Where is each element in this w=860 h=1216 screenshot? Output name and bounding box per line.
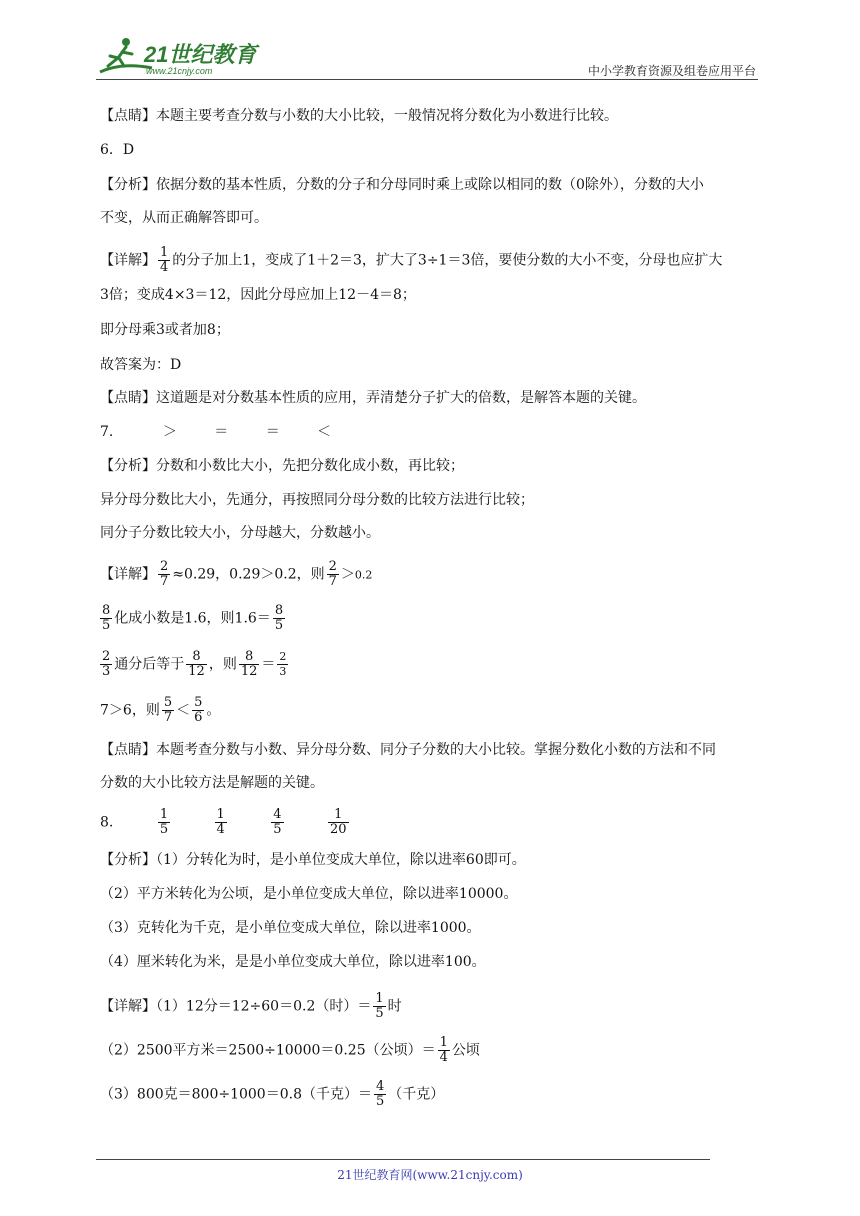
fraction: $\frac{8}{5}$ [274, 603, 284, 633]
fraction: $\frac{5}{6}$ [194, 695, 203, 725]
answer-fraction: $\frac{1}{4}$ [216, 807, 225, 837]
fraction: $\frac{8}{12}$ [188, 649, 205, 679]
text-line: 【点睛】本题考查分数与小数、异分母分数、同分子分数的大小比较。掌握分数化小数的方法和不同 [100, 742, 716, 758]
text-line: 7＞6，则 $\frac{5}{7}$ ＜ $\frac{5}{6}$ 。 [100, 695, 221, 725]
text-line: 即分母乘3或者加8； [100, 322, 230, 338]
text-line: 【点睛】这道题是对分数基本性质的应用，弄清楚分子扩大的倍数，是解答本题的关键。 [100, 390, 646, 406]
header-divider [96, 79, 758, 80]
text-line: （2）2500平方米＝2500÷10000＝0.25（公顷）＝ $\frac{1}{4}$ 公顷 [100, 1035, 480, 1065]
header-platform-name: 中小学教育资源及组卷应用平台 [587, 64, 756, 78]
text-line: 3倍；变成4×3＝12，因此分母应加上12－4＝8； [100, 287, 416, 303]
fraction: $\frac{8}{12}$ [240, 649, 258, 679]
question-number-7: 7. ＞ ＝ ＝ ＜ [100, 424, 332, 440]
text-line: （2）平方米转化为公顷，是小单位变成大单位，除以进率10000。 [100, 886, 518, 902]
text-line [100, 246, 722, 275]
text-line: 【分析】（1）分转化为时，是小单位变成大单位，除以进率60即可。 [100, 852, 526, 868]
fraction: $\frac{1}{4}$ [160, 245, 169, 275]
fraction: $\frac{2}{3}$ [102, 649, 111, 679]
question-number: 6．D [100, 142, 135, 158]
text-line: （3）800克＝800÷1000＝0.8（千克）＝ $\frac{4}{5}$ （千克） [100, 1079, 445, 1109]
text-line: 同分子分数比较大小，分母越大，分数越小。 [100, 525, 380, 541]
answer-symbol: ＝ [214, 424, 229, 440]
text-line: 【详解】 $\frac{2}{7}$ ≈0.29，0.29＞0.2，则 $\frac{2}{7}$ ＞0.2 [100, 559, 373, 589]
site-logo [92, 34, 262, 80]
logo-runner-icon [92, 34, 262, 80]
fraction: $\frac{2}{7}$ [160, 559, 169, 589]
text-line: 故答案为：D [100, 357, 182, 373]
text-line: （4）厘米转化为米，是是小单位变成大单位，除以进率100。 [100, 954, 486, 970]
fraction: $\frac{4}{5}$ [375, 1079, 385, 1109]
text-line: 【详解】（1）12分＝12÷60＝0.2（时）＝ $\frac{1}{5}$ 时 [100, 991, 402, 1021]
text-line: 分数的大小比较方法是解题的关键。 [100, 775, 324, 791]
footer-link[interactable]: 21世纪教育网(www.21cnjy.com) [337, 1168, 523, 1182]
text-line: 【分析】依据分数的基本性质，分数的分子和分母同时乘上或除以相同的数（0除外），分数的大小 [100, 177, 704, 193]
answer-symbol: ＜ [317, 424, 332, 440]
question-number-8: 8. $\frac{1}{5}$ $\frac{1}{4}$ $\frac{4}{5}$ $\frac{1}{20}$ [100, 807, 347, 837]
fraction: $\frac{1}{4}$ [439, 1035, 448, 1065]
text-line: 异分母分数比大小，先通分，再按照同分母分数的比较方法进行比较； [100, 492, 534, 508]
fraction: $\frac{2}{7}$ [328, 559, 337, 589]
svg-text:www.21cnjy.com: www.21cnjy.com [146, 66, 213, 76]
footer-divider [96, 1159, 710, 1160]
svg-text:21世纪教育: 21世纪教育 [144, 42, 257, 67]
answer-symbol: ＞ [162, 424, 177, 440]
answer-fraction: $\frac{1}{5}$ [159, 807, 169, 837]
text-line: 【点睛】本题主要考查分数与小数的大小比较，一般情况将分数化为小数进行比较。 [100, 108, 618, 124]
text-line: （3）克转化为千克，是小单位变成大单位，除以进率1000。 [100, 920, 481, 936]
fraction: $\frac{5}{7}$ [163, 695, 173, 725]
text-line: 【分析】分数和小数比大小，先把分数化成小数，再比较； [100, 458, 464, 474]
fraction: $\frac{2}{3}$ [279, 650, 287, 678]
answer-fraction: $\frac{1}{20}$ [330, 807, 347, 837]
text: 的分子加上1，变成了1＋2＝3，扩大了3÷1＝3倍，要使分数的大小不变，分母也应扩大 [172, 252, 723, 269]
answer-fraction: $\frac{4}{5}$ [273, 807, 282, 837]
text-line: 不变，从而正确解答即可。 [100, 210, 268, 226]
fraction: $\frac{1}{5}$ [375, 991, 384, 1021]
text-line: $\frac{8}{5}$ 化成小数是1.6，则1.6＝ $\frac{8}{5}$ [102, 603, 284, 633]
fraction: $\frac{8}{5}$ [102, 603, 111, 633]
text-line: $\frac{2}{3}$ 通分后等于 $\frac{8}{12}$ ，则 $\frac{8}{12}$ ＝ $\frac{2}{3}$ [102, 649, 287, 679]
answer-symbol: ＝ [265, 424, 280, 440]
label: 【详解】 [100, 252, 156, 269]
